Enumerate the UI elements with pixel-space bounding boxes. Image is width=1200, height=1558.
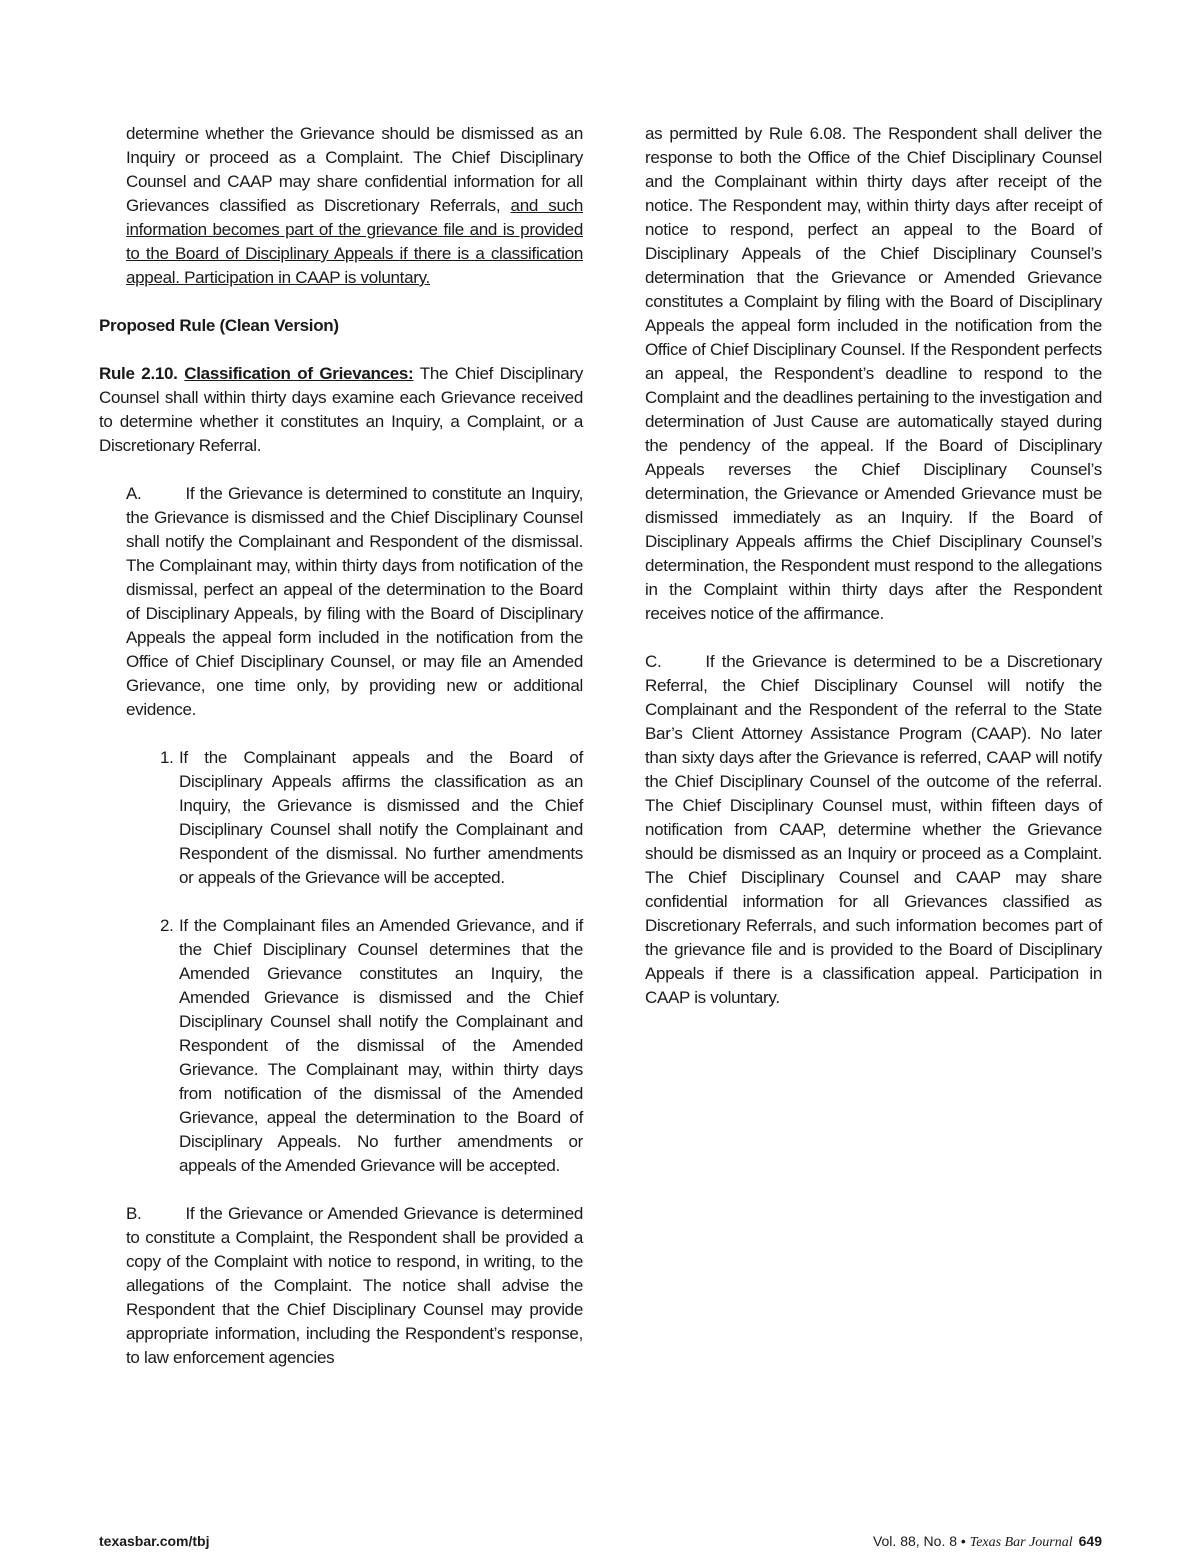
- paragraph-c-text: If the Grievance is determined to be a Discretionary Referral, the Chief Disciplinary Counsel will notify the Complainant and the Respondent of the referral to the State Bar’s Client Attorney Assistance Program (CAAP). No later than sixty days after the Grievance is referred, CAAP will notify the Chief Disciplinary Counsel of the outcome of the referral. The Chief Disciplinary Counsel must, within fifteen days of notification from CAAP, determine whether the Grievance should be dismissed as an Inquiry or proceed as a Complaint. The Chief Disciplinary Counsel and CAAP may share confidential information for all Grievances classified as Discretionary Referrals, and such information becomes part of the grievance file and is provided to the Board of Disciplinary Appeals if there is a classification appeal. Participation in CAAP is voluntary.: [645, 652, 1102, 1007]
- list-item-2-number: 2.: [160, 916, 174, 935]
- footer-website-link[interactable]: texasbar.com/tbj: [99, 1533, 210, 1549]
- list-item-2: [160, 914, 583, 1178]
- intro-underlined-text: and such information becomes part of the grievance file and is provided to the Board of Disciplinary Appeals if there is a classification appeal. Participation in CAAP is voluntary.: [126, 196, 583, 287]
- paragraph-a-label: A.: [126, 484, 142, 503]
- section-heading: Proposed Rule (Clean Version): [99, 316, 339, 335]
- left-column: [99, 122, 583, 1394]
- rule-number: Rule 2.10.: [99, 364, 178, 383]
- list-item-1: [160, 746, 583, 890]
- paragraph-c-label: C.: [645, 652, 662, 671]
- list-item-1-text: If the Complainant appeals and the Board of Disciplinary Appeals affirms the classification as an Inquiry, the Grievance is dismissed and the Chief Disciplinary Counsel shall notify the Complainant and Respondent of the dismissal. No further amendments or appeals of the Grievance will be accepted.: [179, 748, 583, 887]
- footer-journal-name: Texas Bar Journal: [969, 1535, 1073, 1550]
- paragraph-a: [126, 482, 583, 722]
- rule-paragraph: [99, 362, 583, 458]
- list-item-2-text: If the Complainant files an Amended Grievance, and if the Chief Disciplinary Counsel determines that the Amended Grievance constitutes an Inquiry, the Amended Grievance is dismissed and the Chief Disciplinary Counsel shall notify the Complainant and Respondent of the dismissal of the Amended Grievance. The Complainant may, within thirty days from notification of the dismissal of the Amended Grievance, appeal the determination to the Board of Disciplinary Appeals. No further amendments or appeals of the Amended Grievance will be accepted.: [179, 916, 583, 1175]
- paragraph-b-text: If the Grievance or Amended Grievance is determined to constitute a Complaint, the Respondent shall be provided a copy of the Complaint with notice to respond, in writing, to the allegations of the Complaint. The notice shall advise the Respondent that the Chief Disciplinary Counsel may provide appropriate information, including the Respondent’s response, to law enforcement agencies: [126, 1204, 583, 1367]
- intro-text: determine whether the Grievance should be dismissed as an Inquiry or proceed as a Complaint. The Chief Disciplinary Counsel and CAAP may share confidential information for all Grievances classified as Discretionary Referrals,: [126, 124, 583, 215]
- rule-title: Classification of Grievances:: [184, 364, 414, 383]
- continuation-paragraph: as permitted by Rule 6.08. The Respondent shall deliver the response to both the Office of the Chief Disciplinary Counsel and the Complainant within thirty days after receipt of the notice. The Respondent may, within thirty days after receipt of notice to respond, perfect an appeal to the Board of Disciplinary Appeals of the Chief Disciplinary Counsel’s determination that the Grievance or Amended Grievance constitutes a Complaint by filing with the Board of Disciplinary Appeals the appeal form included in the notification from the Office of Chief Disciplinary Counsel. If the Respondent perfects an appeal, the Respondent’s deadline to respond to the Complaint and the deadlines pertaining to the investigation and determination of Just Cause are automatically stayed during the pendency of the appeal. If the Board of Disciplinary Appeals reverses the Chief Disciplinary Counsel’s determination, the Grievance or Amended Grievance must be dismissed immediately as an Inquiry. If the Board of Disciplinary Appeals affirms the Chief Disciplinary Counsel’s determination, the Respondent must respond to the allegations in the Complaint within thirty days after the Respondent receives notice of the affirmance.: [645, 124, 1102, 623]
- footer-volume: Vol. 88, No. 8: [872, 1533, 958, 1549]
- paragraph-b: [126, 1202, 583, 1370]
- paragraph-a-text: If the Grievance is determined to constitute an Inquiry, the Grievance is dismissed and the Chief Disciplinary Counsel shall notify the Complainant and Respondent of the dismissal. The Complainant may, within thirty days from notification of the dismissal, perfect an appeal of the determination to the Board of Disciplinary Appeals, by filing with the Board of Disciplinary Appeals the appeal form included in the notification from the Office of Chief Disciplinary Counsel, or may file an Amended Grievance, one time only, by providing new or additional evidence.: [126, 484, 583, 719]
- right-column: [645, 122, 1102, 1034]
- intro-paragraph: [126, 122, 583, 290]
- paragraph-c: [645, 650, 1102, 1010]
- footer-bullet: •: [960, 1533, 966, 1549]
- rule-text: The Chief Disciplinary Counsel shall within thirty days examine each Grievance received to determine whether it constitutes an Inquiry, a Complaint, or a Discretionary Referral.: [99, 364, 583, 455]
- page-number: 649: [1078, 1533, 1102, 1549]
- footer-citation: [873, 1533, 1102, 1551]
- list-item-1-number: 1.: [160, 748, 174, 767]
- paragraph-b-label: B.: [126, 1204, 142, 1223]
